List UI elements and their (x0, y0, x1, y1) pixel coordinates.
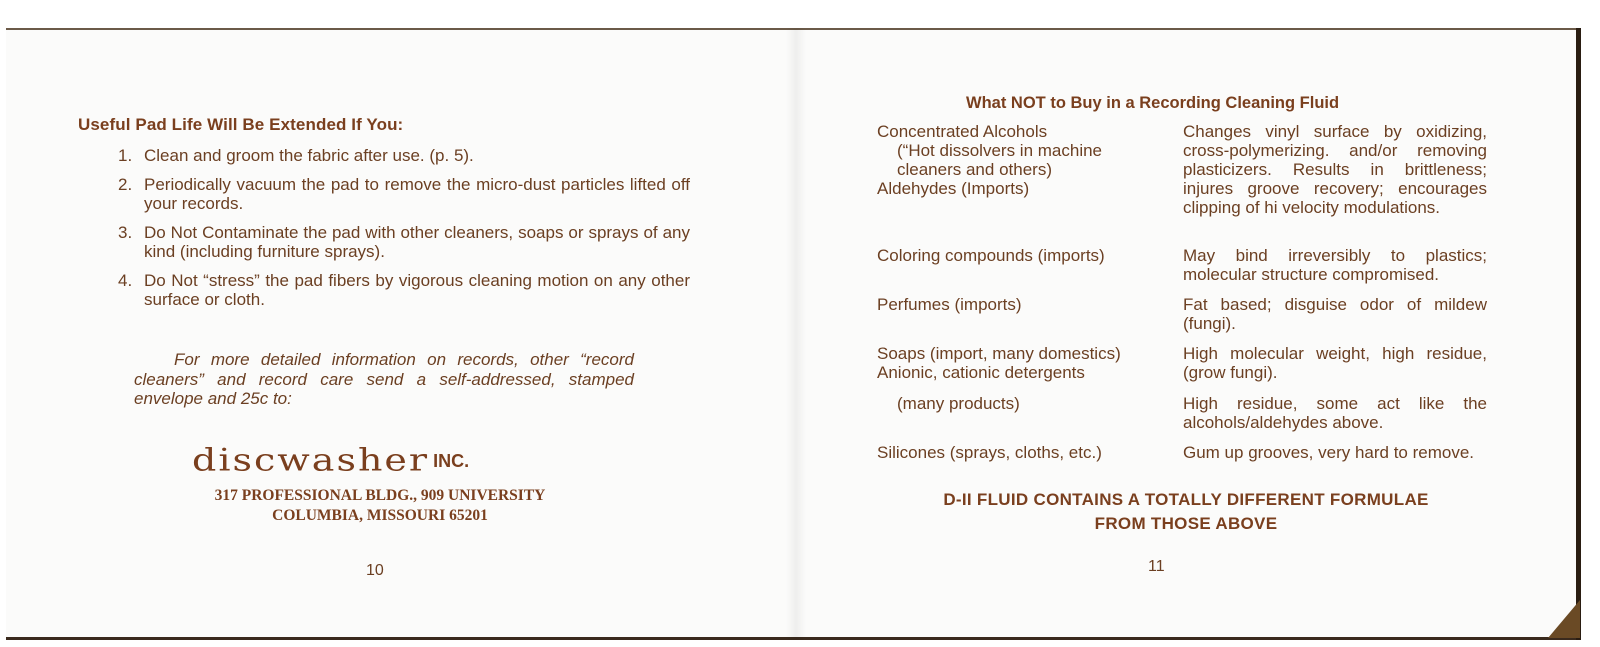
list-number: 4. (118, 271, 133, 290)
list-text: Do Not “stress” the pad fibers by vigorous cleaning motion on any other surface or cloth. (144, 271, 690, 309)
page-number-right: 11 (1148, 558, 1165, 575)
notice-line-2: FROM THOSE ABOVE (1094, 514, 1278, 533)
page-number-left: 10 (366, 562, 384, 579)
list-number: 1. (118, 146, 133, 165)
ingredient-line: Silicones (sprays, cloths, etc.) (877, 443, 1102, 462)
address-line-1: 317 PROFESSIONAL BLDG., 909 UNIVERSITY (214, 487, 546, 504)
page-gutter (786, 28, 806, 640)
ingredient-cell (877, 295, 1177, 314)
ingredient-line: Anionic, cationic detergents (877, 363, 1085, 382)
ingredient-line: (many products) (897, 394, 1020, 413)
ingredient-cell (877, 122, 1177, 198)
list-text: Clean and groom the fabric after use. (p. 5). (144, 146, 474, 165)
company-suffix: INC. (433, 451, 470, 471)
list-item (118, 175, 690, 213)
ingredient-line: cleaners and others) (897, 160, 1052, 179)
company-name: discwasher (192, 442, 430, 478)
effect-cell: High residue, some act like the alcohols/aldehydes above. (1183, 394, 1487, 432)
notice-line-1: D-II FLUID CONTAINS A TOTALLY DIFFERENT FORMULAE (943, 490, 1429, 509)
ingredient-cell (877, 246, 1177, 265)
company-address (180, 486, 580, 526)
effect-cell: Gum up grooves, very hard to remove. (1183, 443, 1475, 462)
effect-cell: High molecular weight, high residue, (grow fungi). (1183, 344, 1487, 382)
info-paragraph: For more detailed information on records, other “record cleaners” and record care send a self-addressed, stamped envelope and 25c to: (134, 350, 634, 408)
list-text: Periodically vacuum the pad to remove the micro-dust particles lifted off your records. (144, 175, 690, 213)
formula-notice (896, 488, 1476, 536)
ingredient-cell (877, 443, 1177, 462)
ingredient-cell (877, 344, 1177, 382)
ingredient-line: Concentrated Alcohols (877, 122, 1048, 141)
ingredient-line: Aldehydes (Imports) (877, 179, 1030, 198)
company-logo (192, 438, 612, 482)
list-item (118, 271, 690, 309)
left-page-heading: Useful Pad Life Will Be Extended If You: (78, 115, 404, 134)
pad-care-list (118, 146, 690, 319)
ingredient-cell (877, 394, 1177, 413)
effect-cell: Fat based; disguise odor of mildew (fungi). (1183, 295, 1487, 333)
page-corner (1548, 600, 1580, 638)
address-line-2: COLUMBIA, MISSOURI 65201 (272, 507, 488, 524)
ingredient-line: Perfumes (imports) (877, 295, 1022, 314)
right-page-title: What NOT to Buy in a Recording Cleaning Fluid (966, 94, 1340, 112)
effect-cell: Changes vinyl surface by oxidizing, cross-polymerizing. and/or removing plasticizers. Results in brittleness; injures groove recovery; encourages clipping of hi velocity modulations. (1183, 122, 1487, 217)
ingredient-line: (“Hot dissolvers in machine (897, 141, 1103, 160)
list-text: Do Not Contaminate the pad with other cleaners, soaps or sprays of any kind (including furniture sprays). (144, 223, 690, 261)
list-item (118, 223, 690, 261)
list-number: 3. (118, 223, 133, 242)
list-number: 2. (118, 175, 133, 194)
effect-cell: May bind irreversibly to plastics; molecular structure compromised. (1183, 246, 1487, 284)
ingredient-line: Coloring compounds (imports) (877, 246, 1105, 265)
list-item (118, 146, 690, 165)
page-edge (1576, 28, 1581, 640)
ingredient-line: Soaps (import, many domestics) (877, 344, 1121, 363)
